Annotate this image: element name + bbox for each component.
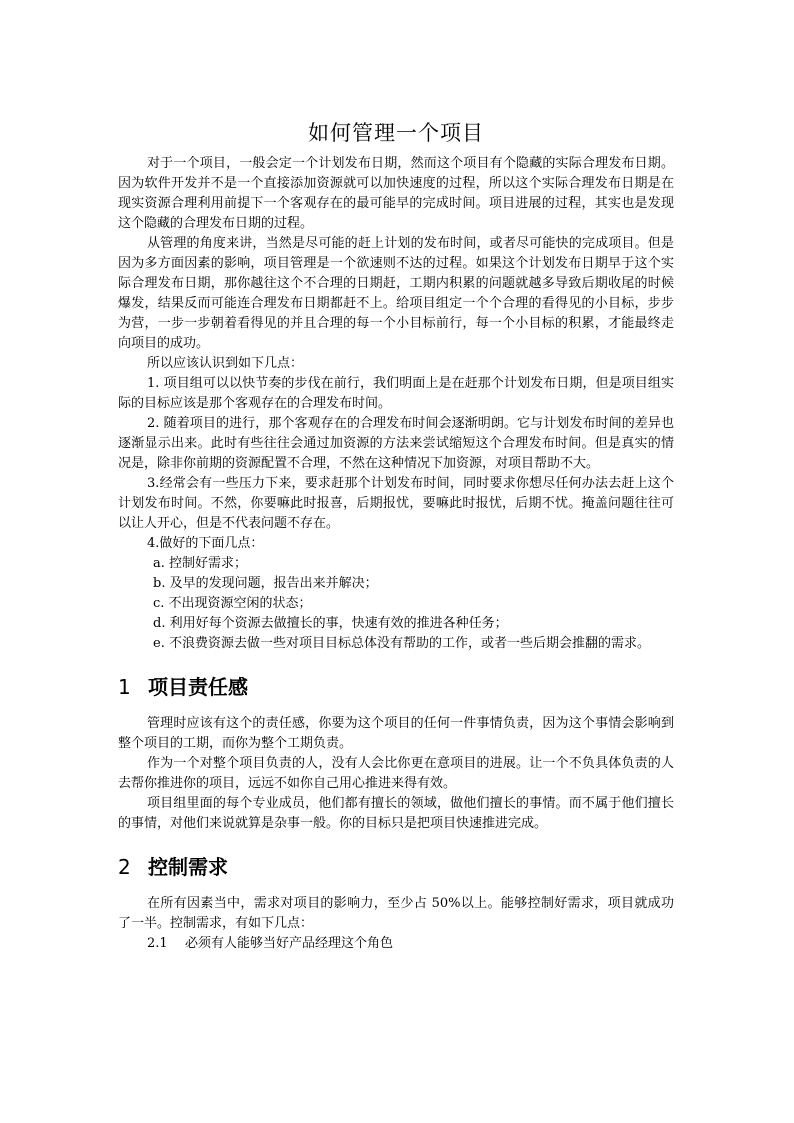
numbered-point: 4.做好的下面几点： (147, 536, 264, 551)
numbered-point: 1. 项目组可以以快节奏的步伐在前行，我们明面上是在赶那个计划发布日期，但是项目组实际的目标应该是那个客观存在的合理发布时间。 (118, 376, 674, 411)
section-paragraph: 在所有因素当中，需求对项目的影响力，至少占 50%以上。能够控制好需求，项目就成功了一半。控制需求，有如下几点： (118, 896, 674, 931)
sub-list-item: c. 不出现资源空闲的状态； (153, 596, 312, 611)
section-paragraph: 管理时应该有这个的责任感，你要为这个项目的任何一件事情负责，因为这个事情会影响到整个项目的工期，而你为整个工期负责。 (118, 716, 674, 751)
numbered-point: 2. 随着项目的进行，那个客观存在的合理发布时间会逐渐明朗。它与计划发布时间的差异也逐渐显示出来。此时有些往往会通过加资源的方法来尝试缩短这个合理发布时间。但是真实的情况是，除非你前期的资源配置不合理，不然在这种情况下加资源，对项目帮助不大。 (118, 416, 674, 471)
section-title: 控制需求 (148, 855, 228, 879)
intro-paragraph: 对于一个项目，一般会定一个计划发布日期，然而这个项目有个隐藏的实际合理发布日期。因为软件开发并不是一个直接添加资源就可以加快速度的过程，所以这个实际合理发布日期是在现实资源合理利用前提下一个客观存在的最可能早的完成时间。项目进展的过程，其实也是发现这个隐藏的合理发布日期的过程。 (118, 156, 674, 231)
section-number: 2 (118, 855, 131, 879)
section-title: 项目责任感 (148, 675, 248, 699)
section-paragraph: 项目组里面的每个专业成员，他们都有擅长的领域，做他们擅长的事情。而不属于他们擅长的事情，对他们来说就算是杂事一般。你的目标只是把项目快速推进完成。 (118, 796, 674, 831)
document-title: 如何管理一个项目 (308, 121, 484, 145)
intro-paragraph: 从管理的角度来讲，当然是尽可能的赶上计划的发布时间，或者尽可能快的完成项目。但是因为多方面因素的影响，项目管理是一个欲速则不达的过程。如果这个计划发布日期早于这个实际合理发布日期，那你越往这个不合理的日期赶，工期内积累的问题就越多导致后期收尾的时候爆发，结果反而可能连合理发布日期都赶不上。给项目组定一个个合理的看得见的小目标，步步为营，一步一步朝着看得见的并且合理的每一个小目标前行，每一个小目标的积累，才能最终走向项目的成功。 (118, 236, 674, 351)
sub-list-item: d. 利用好每个资源去做擅长的事，快速有效的推进各种任务； (153, 616, 508, 631)
section-number: 1 (118, 675, 131, 699)
subsection-title: 必须有人能够当好产品经理这个角色 (185, 936, 394, 951)
numbered-point: 3.经常会有一些压力下来，要求赶那个计划发布时间，同时要求你想尽任何办法去赶上这个计划发布时间。不然，你要嘛此时报喜，后期报忧，要嘛此时报忧，后期不忧。掩盖问题往往可以让人开心，但是不代表问题不存在。 (118, 476, 674, 531)
subsection-number: 2.1 (147, 936, 168, 951)
intro-paragraph: 所以应该认识到如下几点： (147, 356, 304, 371)
sub-list-item: e. 不浪费资源去做一些对项目目标总体没有帮助的工作，或者一些后期会推翻的需求。 (153, 636, 650, 651)
section-heading (118, 852, 674, 882)
sub-list-item: a. 控制好需求； (153, 556, 248, 571)
sub-list-item: b. 及早的发现问题，报告出来并解决； (153, 576, 378, 591)
section-heading (118, 672, 674, 702)
document-body (118, 118, 674, 954)
subsection-heading (118, 934, 674, 954)
section-paragraph: 作为一个对整个项目负责的人，没有人会比你更在意项目的进展。让一个不负具体负责的人去帮你推进你的项目，远远不如你自己用心推进来得有效。 (118, 756, 674, 791)
